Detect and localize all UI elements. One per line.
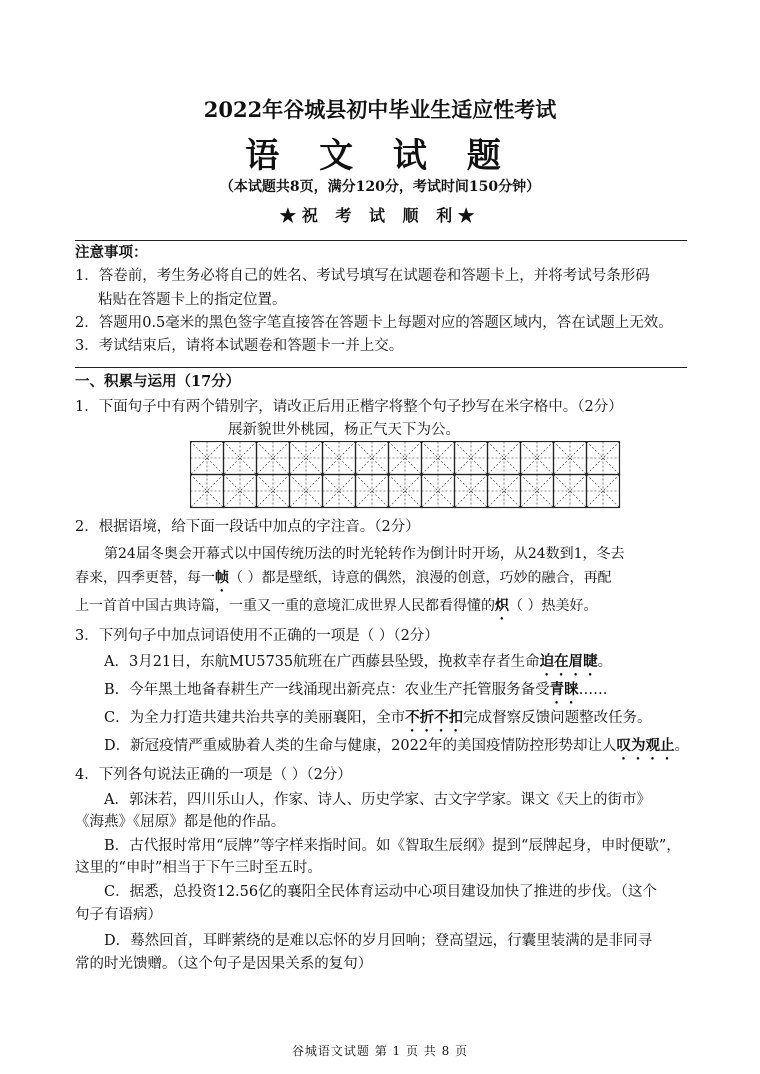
q4-line: 常的时光馈赠。（这个句子是因果关系的复句）: [75, 956, 373, 972]
option-text: B．今年黑土地备春耕生产一线涌现出新亮点：农业生产托管服务备受: [104, 682, 550, 698]
q3-option-c: [104, 708, 652, 735]
q4-line: 《海燕》《屈原》都是他的作品。: [75, 814, 286, 830]
q3-stem: 3．下列句子中加点词语使用不正确的一项是（ ）（2分）: [75, 628, 439, 644]
section-1-title: 一、积累与运用（17分）: [75, 373, 241, 390]
notice-item-1: 1．答卷前，考生务必将自己的姓名、考试号填写在试题卷和答题卡上，并将考试号条形码: [75, 268, 650, 284]
dotted-char-zhen: 帧: [215, 570, 229, 586]
option-text: 完成督察反馈问题整改任务。: [463, 710, 652, 726]
option-text: ……: [578, 682, 608, 698]
q4-line: D．蓦然回首，耳畔萦绕的是难以忘怀的岁月回响；登高望远，行囊里装满的是非同寻: [104, 933, 653, 949]
dotted-char-chi: 炽: [495, 598, 509, 614]
q1-stem: 1．下面句子中有两个错别字，请改正后用正楷字将整个句子抄写在米字格中。（2分）: [75, 399, 623, 415]
notice-item-2: 2．答题用0.5毫米的黑色签字笔直接答在答题卡上每题对应的答题区域内，答在试题上无效。: [75, 315, 673, 331]
q4-line: 这里的“申时”相当于下午三时至五时。: [75, 860, 322, 876]
dotted-word: 迫在眉睫: [539, 653, 598, 670]
dotted-word: 青睐: [549, 681, 579, 698]
q1-sentence: 展新貌世外桃园，杨正气天下为公。: [228, 422, 460, 438]
notice-heading: 注意事项：: [75, 244, 148, 261]
q2-para-line-1: 第24届冬奥会开幕式以中国传统历法的时光轮转作为倒计时开场，从24数到1，冬去: [104, 546, 625, 562]
q2-stem: 2．根据语境，给下面一段话中加点的字注音。（2分）: [75, 519, 420, 535]
q2-para-line-2: [75, 568, 611, 595]
notice-item-3: 3．考试结束后，请将本试题卷和答题卡一并上交。: [75, 338, 404, 354]
q2-text: 春来，四季更替，每一: [75, 570, 215, 586]
option-text: D．新冠疫情严重威胁着人类的生命与健康，2022年的美国疫情防控形势却让人: [104, 738, 617, 754]
q2-text: （ ）热美好。: [509, 598, 598, 614]
exam-info: （本试题共8页，满分120分，考试时间150分钟）: [219, 179, 541, 195]
subject-title: 语 文 试 题: [245, 136, 515, 176]
q4-line: A．郭沫若，四川乐山人，作家、诗人、历史学家、古文字学家。课文《天上的街市》: [104, 792, 651, 808]
q2-text: 上一首首中国古典诗篇，一重又一重的意境汇成世界人民都看得懂的: [75, 598, 495, 614]
writing-grid[interactable]: [190, 441, 622, 511]
q4-line: C．据悉，总投资12.56亿的襄阳全民体育运动中心项目建设加快了推进的步伐。（这个: [104, 884, 657, 900]
q2-text: （ ）都是壁纸，诗意的偶然，浪漫的创意，巧妙的融合，再配: [229, 570, 612, 586]
q4-line: B．古代报时常用“辰牌”等字样来指时间。如《智取生辰纲》提到“辰牌起身，申时便歇”，: [104, 838, 681, 854]
q3-option-a: [104, 652, 612, 679]
q2-para-line-3: [75, 596, 597, 623]
page-footer: 谷城语文试题 第 1 页 共 8 页: [291, 1044, 469, 1058]
option-text: A．3月21日，东航MU5735航班在广西藤县坠毁，挽救幸存者生命: [104, 654, 540, 670]
dotted-word: 叹为观止: [616, 737, 675, 754]
q3-option-d: [104, 736, 689, 763]
notice-item-1-cont: 粘贴在答题卡上的指定位置。: [98, 292, 287, 308]
divider-top: [75, 240, 687, 241]
q3-option-b: [104, 680, 608, 707]
dotted-word: 不折不扣: [405, 709, 464, 726]
q4-line: 句子有语病）: [75, 907, 162, 923]
divider-bottom: [75, 367, 687, 368]
option-text: C．为全力打造共建共治共享的美丽襄阳，全市: [104, 710, 406, 726]
exam-title: 2022年谷城县初中毕业生适应性考试: [203, 97, 557, 122]
option-text: 。: [674, 738, 690, 754]
good-luck-line: ★祝 考 试 顺 利★: [279, 206, 481, 225]
q4-stem: 4．下列各句说法正确的一项是（ ）（2分）: [75, 767, 352, 783]
option-text: 。: [597, 654, 613, 670]
